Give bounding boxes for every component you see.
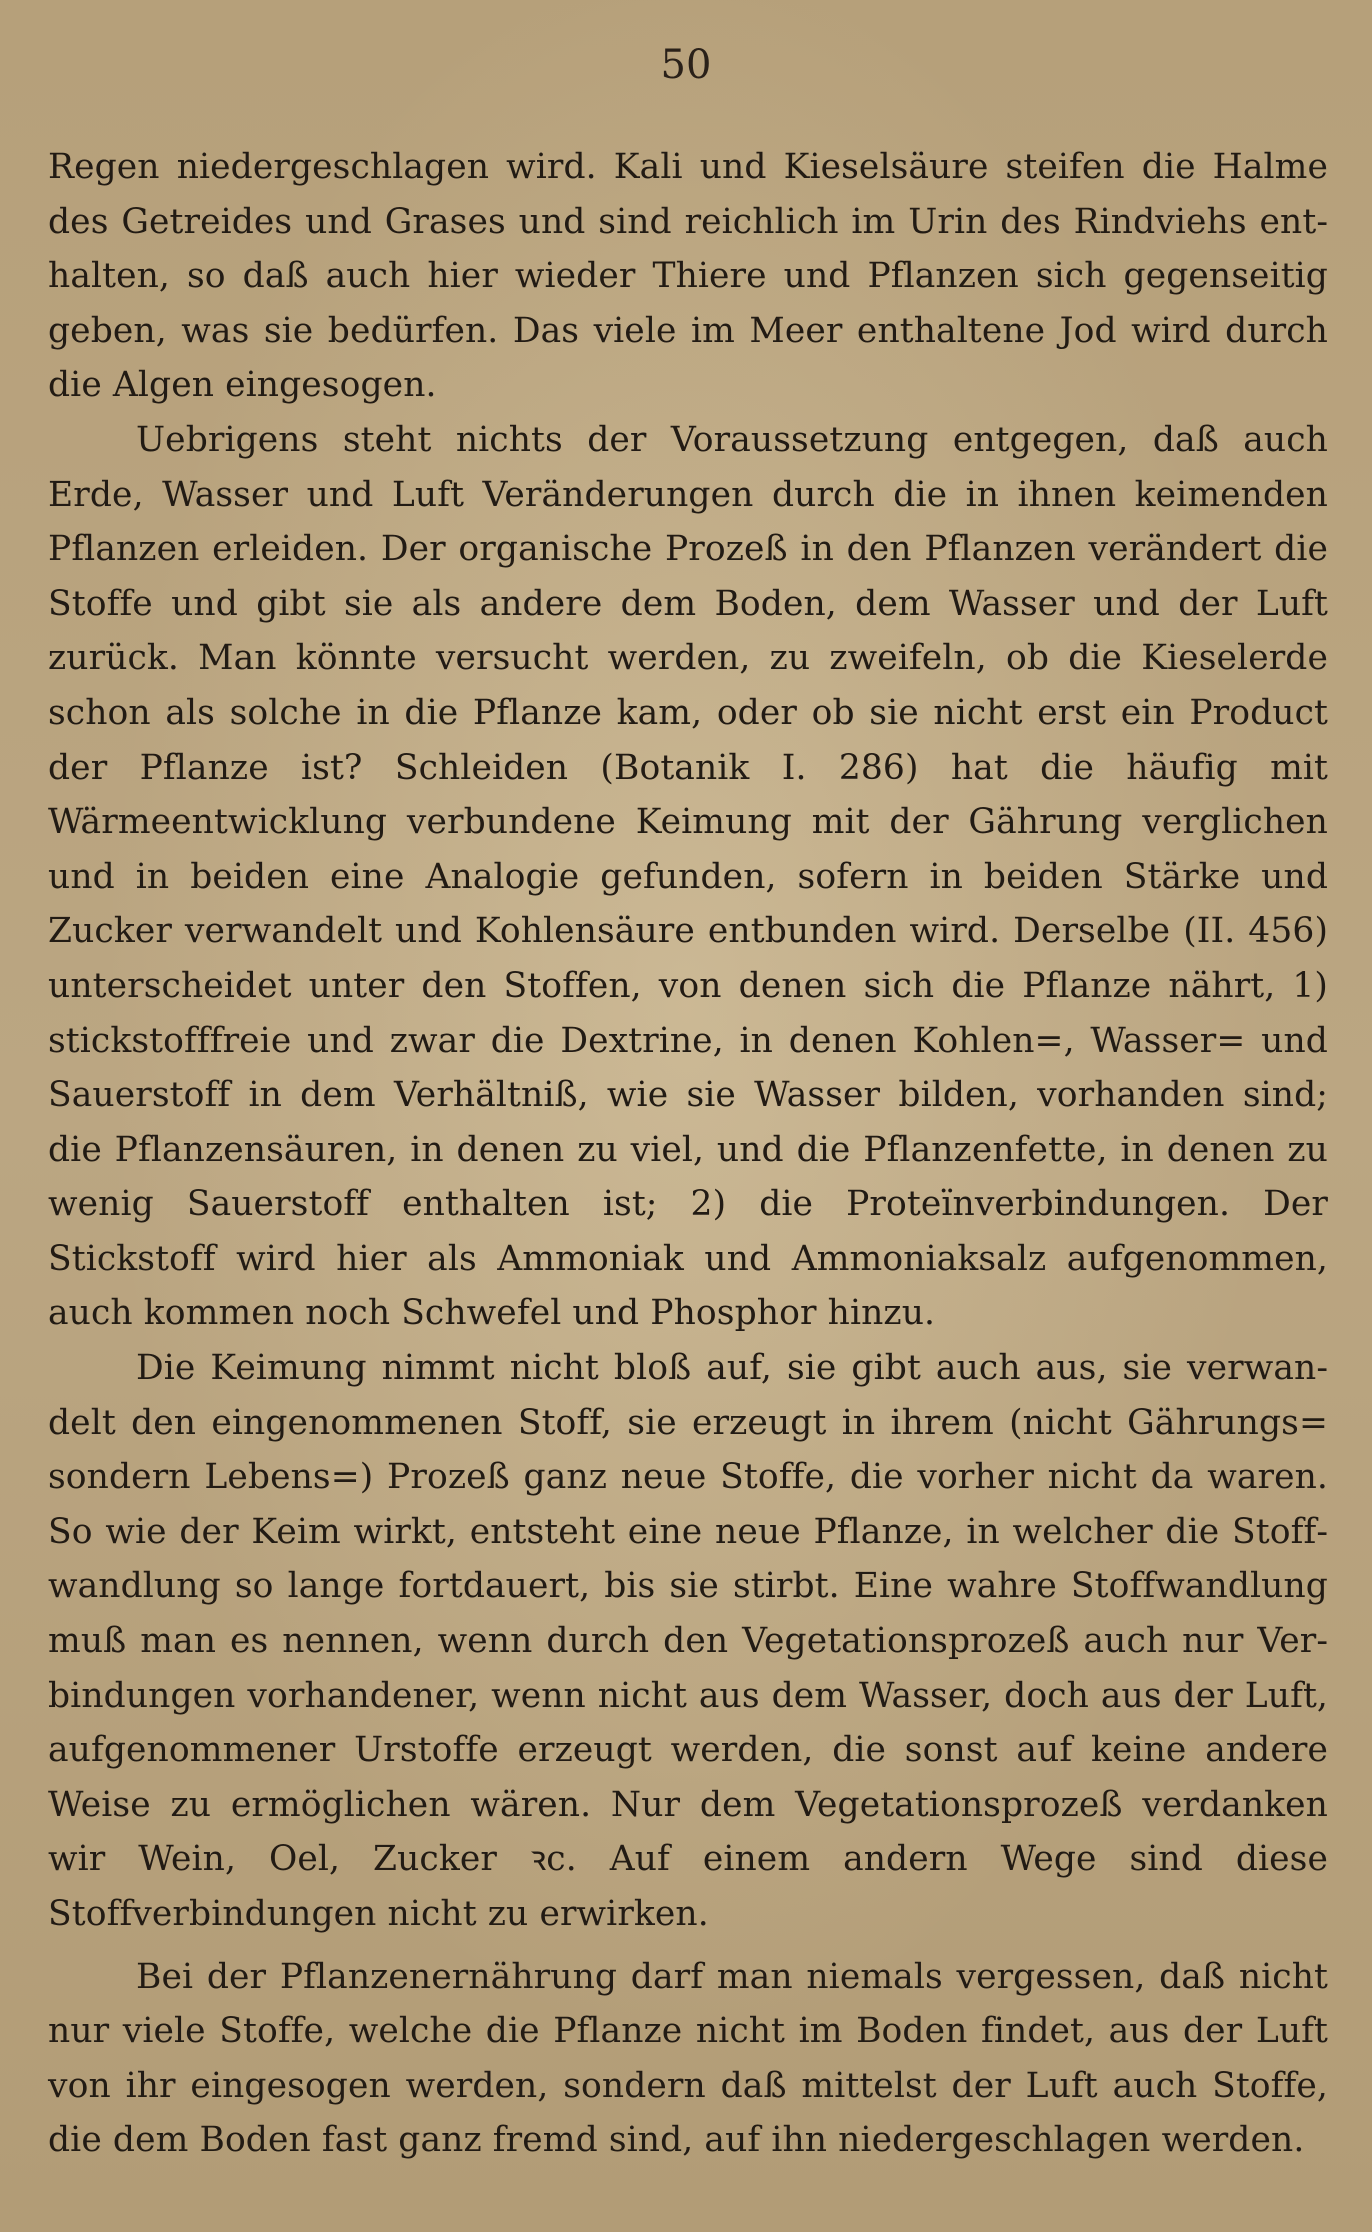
body-text: [48, 140, 1328, 2200]
paragraph-3: Die Keimung nimmt nicht bloß auf, sie gibt auch aus, sie verwandelt den eingenommenen Stoff, sie erzeugt in ihrem (nicht Gährungs= sondern Lebens=) Prozeß ganz neue Stoffe, die vorher nicht da waren. So wie der Keim wirkt, entsteht eine neue Pflanze, in welcher die Stoffwandlung so lange fortdauert, bis sie stirbt. Eine wahre Stoffwandlung muß man es nennen, wenn durch den Vegetationsprozeß auch nur Verbindungen vorhandener, wenn nicht aus dem Wasser, doch aus der Luft, aufgenommener Urstoffe erzeugt werden, die sonst auf keine andere Weise zu ermöglichen wären. Nur dem Vegetationsprozeß verdanken wir Wein, Oel, Zucker ꝛc. Auf einem andern Wege sind diese Stoffverbindungen nicht zu erwirken.: [48, 1348, 1328, 1934]
page-number: 50: [660, 42, 712, 88]
paragraph-4: Bei der Pflanzenernährung darf man niemals vergessen, daß nicht nur viele Stoffe, welche die Pflanze nicht im Boden findet, aus der Luft von ihr eingesogen werden, sondern daß mittelst der Luft auch Stoffe, die dem Boden fast ganz fremd sind, auf ihn niedergeschlagen werden.: [48, 1956, 1328, 2161]
paragraph-1: Regen niedergeschlagen wird. Kali und Kieselsäure steifen die Halme des Getreides und Grases und sind reichlich im Urin des Rindviehs enthalten, so daß auch hier wieder Thiere und Pflanzen sich gegenseitig geben, was sie bedürfen. Das viele im Meer enthaltene Jod wird durch die Algen eingesogen.: [48, 147, 1328, 406]
paragraph-2: Uebrigens steht nichts der Voraussetzung entgegen, daß auch Erde, Wasser und Luft Veränderungen durch die in ihnen keimenden Pflanzen erleiden. Der organische Prozeß in den Pflanzen verändert die Stoffe und gibt sie als andere dem Boden, dem Wasser und der Luft zurück. Man könnte versucht werden, zu zweifeln, ob die Kieselerde schon als solche in die Pflanze kam, oder ob sie nicht erst ein Product der Pflanze ist? Schleiden (Botanik I. 286) hat die häufig mit Wärmeentwicklung verbundene Keimung mit der Gährung verglichen und in beiden eine Analogie gefunden, sofern in beiden Stärke und Zucker verwandelt und Kohlensäure entbunden wird. Derselbe (II. 456) unterscheidet unter den Stoffen, von denen sich die Pflanze nährt, 1) stickstofffreie und zwar die Dextrine, in denen Kohlen=, Wasser= und Sauerstoff in dem Verhältniß, wie sie Wasser bilden, vorhanden sind; die Pflanzensäuren, in denen zu viel, und die Pflanzenfette, in denen zu wenig Sauerstoff enthalten ist; 2) die Proteïnverbindungen. Der Stickstoff wird hier als Ammoniak und Ammoniaksalz aufgenommen, auch kommen noch Schwefel und Phosphor hinzu.: [48, 419, 1328, 1334]
